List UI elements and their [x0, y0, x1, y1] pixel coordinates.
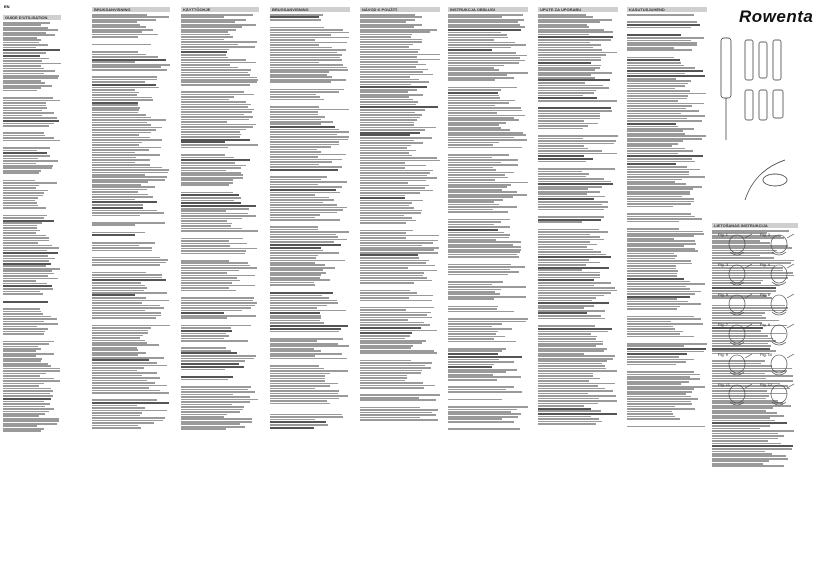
figure-label: Fig. 4	[760, 262, 771, 267]
text-column-2	[92, 4, 170, 562]
figure-panel	[718, 262, 756, 288]
figure-label: Fig. 10	[760, 352, 773, 357]
text-column-8	[627, 4, 707, 562]
figure-panel	[760, 322, 798, 348]
section-header: KÄYTTÖOHJE	[181, 7, 259, 12]
product-illustration	[715, 30, 799, 220]
text-column-1	[3, 4, 61, 562]
figure-panel	[718, 292, 756, 318]
figure-panel	[718, 352, 756, 378]
body-text	[3, 22, 61, 432]
body-text	[627, 14, 707, 427]
appliance-body	[721, 38, 731, 98]
text-column-5	[360, 4, 440, 562]
stand	[763, 174, 787, 186]
section-header: NÁVOD K POUŽITÍ	[360, 7, 440, 12]
body-text	[538, 14, 618, 425]
body-text	[92, 14, 170, 429]
section-header: INSTRUKCJA OBSŁUGI	[448, 7, 528, 12]
figure-label: Fig. 12	[760, 382, 773, 387]
language-tag: EN	[4, 4, 10, 9]
text-column-7	[538, 4, 618, 562]
section-header: KASUTUSJUHEND	[627, 7, 707, 12]
figure-panel	[760, 232, 798, 258]
figure-label: Fig. 9	[718, 352, 729, 357]
figure-panel	[718, 382, 756, 408]
attachment-6	[773, 90, 783, 118]
body-text	[270, 14, 350, 429]
attachment-3	[773, 40, 781, 80]
text-column-4	[270, 4, 350, 562]
figure-label: Fig. 1	[718, 232, 729, 237]
attachment-1	[745, 40, 753, 80]
figure-panel	[760, 352, 798, 378]
section-header: LIETOŠANAS INSTRUKCIJA	[712, 223, 798, 228]
section-header: BRUKSANVISNING	[92, 7, 170, 12]
figure-label: Fig. 5	[718, 292, 729, 297]
figure-label: Fig. 3	[718, 262, 729, 267]
figure-panel	[718, 322, 756, 348]
figure-label: Fig. 6	[760, 292, 771, 297]
attachment-4	[745, 90, 753, 120]
figure-label: Fig. 11	[718, 382, 730, 387]
figure-label: Fig. 8	[760, 322, 771, 327]
attachment-2	[759, 42, 767, 78]
figure-panel	[760, 382, 798, 408]
figure-label: Fig. 7	[718, 322, 729, 327]
figure-panel	[760, 292, 798, 318]
body-text	[181, 14, 259, 430]
figure-panel	[760, 262, 798, 288]
brand-logo: Rowenta	[739, 7, 813, 26]
attachment-5	[759, 90, 767, 120]
body-text	[360, 14, 440, 421]
section-header: GUIDE D'UTILISATION	[3, 15, 61, 20]
body-text	[448, 14, 528, 430]
text-column-6	[448, 4, 528, 562]
cord	[745, 160, 785, 200]
text-column-3	[181, 4, 259, 562]
figure-label: Fig. 2	[760, 232, 771, 237]
section-header: BRUGSANVISNING	[270, 7, 350, 12]
section-header: UPUTE ZA UPORABU	[538, 7, 618, 12]
figure-panel	[718, 232, 756, 258]
